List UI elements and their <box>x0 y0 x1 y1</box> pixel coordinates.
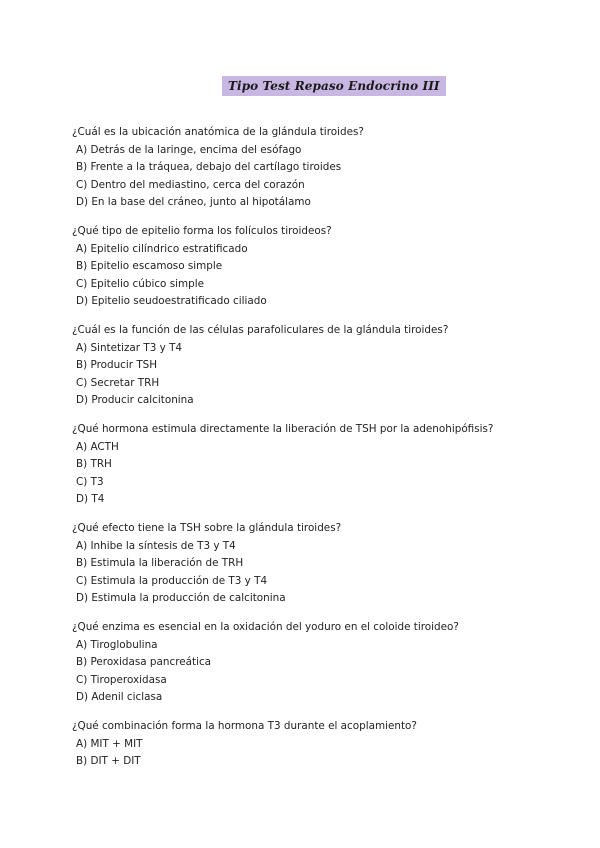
question-text: ¿Qué combinación forma la hormona T3 durante el acoplamiento? <box>72 720 417 732</box>
answer-option: C) Tiroperoxidasa <box>76 673 167 686</box>
answer-option: C) Estimula la producción de T3 y T4 <box>76 574 268 587</box>
question-block-6 <box>72 620 572 708</box>
answer-option: D) Adenil ciclasa <box>76 691 163 703</box>
answer-option: C) Secretar TRH <box>76 376 160 389</box>
question-block-5 <box>72 521 572 609</box>
question-text: ¿Qué enzima es esencial en la oxidación del yoduro en el coloide tiroideo? <box>72 621 459 633</box>
answer-option: A) Inhibe la síntesis de T3 y T4 <box>76 539 236 552</box>
question-block-3 <box>72 323 572 411</box>
question-text: ¿Qué efecto tiene la TSH sobre la glándula tiroides? <box>72 522 342 534</box>
answer-option: C) Dentro del mediastino, cerca del corazón <box>76 178 305 191</box>
answer-option: D) Estimula la producción de calcitonina <box>76 592 286 604</box>
question-text: ¿Cuál es la ubicación anatómica de la glándula tiroides? <box>72 126 364 138</box>
answer-option: D) Epitelio seudoestratificado ciliado <box>76 295 267 307</box>
answer-option: D) T4 <box>76 493 105 505</box>
answer-option: D) En la base del cráneo, junto al hipotálamo <box>76 196 311 208</box>
document-title: Tipo Test Repaso Endocrino III <box>222 76 446 96</box>
answer-option: B) Peroxidasa pancreática <box>76 656 212 668</box>
answer-option: B) Frente a la tráquea, debajo del cartílago tiroides <box>76 161 342 173</box>
answer-option: A) Sintetizar T3 y T4 <box>76 341 183 354</box>
answer-option: D) Producir calcitonina <box>76 394 194 406</box>
question-block-7 <box>72 719 572 772</box>
answer-option: B) Producir TSH <box>76 359 158 371</box>
answer-option: B) Estimula la liberación de TRH <box>76 557 244 569</box>
question-block-2 <box>72 224 572 312</box>
answer-option: C) T3 <box>76 475 104 488</box>
answer-option: C) Epitelio cúbico simple <box>76 277 205 290</box>
answer-option: B) Epitelio escamoso simple <box>76 260 223 272</box>
answer-option: A) Tiroglobulina <box>76 638 158 651</box>
question-text: ¿Cuál es la función de las células parafoliculares de la glándula tiroides? <box>72 324 449 336</box>
answer-option: B) DIT + DIT <box>76 755 141 767</box>
answer-option: A) Detrás de la laringe, encima del esófago <box>76 143 302 156</box>
answer-option: A) Epitelio cilíndrico estratificado <box>76 242 248 255</box>
answer-option: B) TRH <box>76 458 112 470</box>
answer-option: A) MIT + MIT <box>76 737 143 750</box>
question-text: ¿Qué tipo de epitelio forma los folículos tiroideos? <box>72 225 332 237</box>
question-block-4 <box>72 422 572 510</box>
answer-option: A) ACTH <box>76 440 119 453</box>
question-text: ¿Qué hormona estimula directamente la liberación de TSH por la adenohipófisis? <box>72 423 494 435</box>
question-block-1 <box>72 125 572 213</box>
